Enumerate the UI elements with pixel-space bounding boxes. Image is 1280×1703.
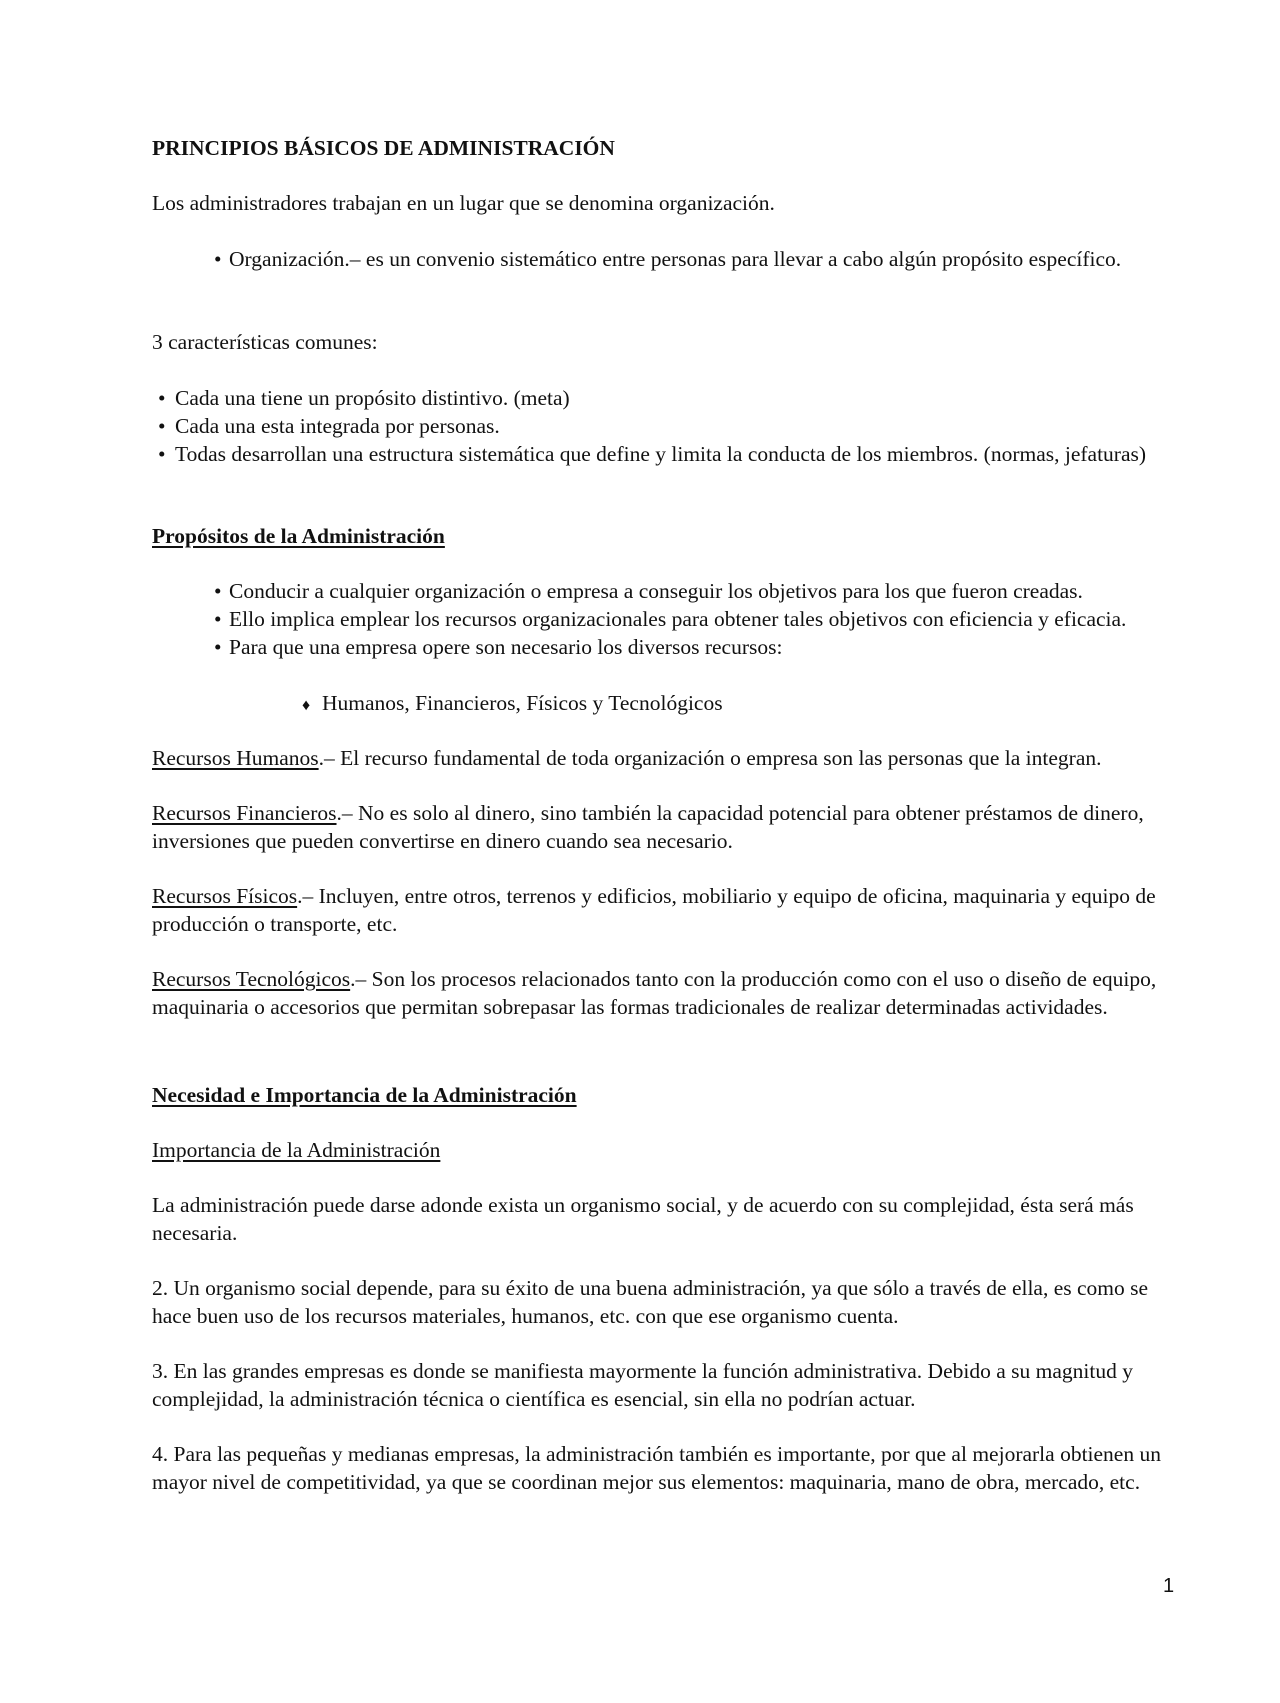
resource-financial bbox=[152, 799, 1192, 855]
list-item: • Para que una empresa opere son necesario los diversos recursos: bbox=[152, 633, 1192, 661]
purposes-heading: Propósitos de la Administración bbox=[152, 524, 445, 548]
list-item: • Todas desarrollan una estructura sistemática que define y limita la conducta de los miembros. (normas, jefaturas) bbox=[152, 440, 1192, 468]
importance-paragraph: 4. Para las pequeñas y medianas empresas, la administración también es importante, por que al mejorarla obtienen un mayor nivel de competitividad, ya que se coordinan mejor sus elementos: maquinaria, mano de obra, mercado, etc. bbox=[152, 1442, 1161, 1494]
resources-subitem bbox=[152, 689, 1280, 720]
resource-description: .– Son los procesos relacionados tanto con la producción como con el uso o diseño de equipo, maquinaria o accesorios que permitan sobrepasar las formas tradicionales de realizar determinadas actividades. bbox=[152, 967, 1157, 1019]
characteristics-heading: 3 características comunes: bbox=[152, 330, 378, 354]
resource-technological bbox=[152, 965, 1192, 1021]
resource-human bbox=[152, 744, 1192, 772]
necessity-heading: Necesidad e Importancia de la Administración bbox=[152, 1083, 577, 1107]
characteristics-list bbox=[152, 384, 1192, 468]
organization-definition-list bbox=[152, 245, 1192, 273]
resource-term: Recursos Humanos bbox=[152, 746, 319, 770]
list-item: • Cada una tiene un propósito distintivo. (meta) bbox=[152, 384, 1192, 412]
organization-definition: • Organización.– es un convenio sistemático entre personas para llevar a cabo algún propósito específico. bbox=[152, 245, 1192, 273]
resources-subitem-text: Humanos, Financieros, Físicos y Tecnológicos bbox=[322, 691, 723, 715]
importance-subheading: Importancia de la Administración bbox=[152, 1138, 441, 1162]
resource-description: .– El recurso fundamental de toda organización o empresa son las personas que la integran. bbox=[318, 746, 1102, 770]
diamond-bullet-icon: ♦ bbox=[302, 697, 311, 714]
list-item: • Ello implica emplear los recursos organizacionales para obtener tales objetivos con eficiencia y eficacia. bbox=[152, 605, 1192, 633]
purposes-list bbox=[152, 577, 1192, 661]
importance-paragraph: 3. En las grandes empresas es donde se manifiesta mayormente la función administrativa. Debido a su magnitud y complejidad, la administración técnica o científica es esencial, sin ella no podrían actuar. bbox=[152, 1359, 1133, 1411]
page-number: 1 bbox=[1163, 1575, 1175, 1597]
document-title: PRINCIPIOS BÁSICOS DE ADMINISTRACIÓN bbox=[152, 136, 615, 160]
importance-paragraph: 2. Un organismo social depende, para su éxito de una buena administración, ya que sólo a través de ella, es como se hace buen uso de los recursos materiales, humanos, etc. con que ese organismo cuenta. bbox=[152, 1276, 1149, 1328]
resource-physical bbox=[152, 882, 1192, 938]
resource-term: Recursos Físicos bbox=[152, 884, 298, 908]
intro-paragraph: Los administradores trabajan en un lugar que se denomina organización. bbox=[152, 191, 775, 215]
importance-paragraph: La administración puede darse adonde exista un organismo social, y de acuerdo con su complejidad, ésta será más necesaria. bbox=[152, 1193, 1134, 1245]
resource-description: .– Incluyen, entre otros, terrenos y edificios, mobiliario y equipo de oficina, maquinaria y equipo de producción o transporte, etc. bbox=[152, 884, 1156, 936]
resource-term: Recursos Tecnológicos bbox=[152, 967, 351, 991]
resource-description: .– No es solo al dinero, sino también la capacidad potencial para obtener préstamos de dinero, inversiones que pueden convertirse en dinero cuando sea necesario. bbox=[152, 801, 1144, 853]
resource-term: Recursos Financieros bbox=[152, 801, 337, 825]
list-item: • Cada una esta integrada por personas. bbox=[152, 412, 1192, 440]
list-item: • Conducir a cualquier organización o empresa a conseguir los objetivos para los que fueron creadas. bbox=[152, 577, 1192, 605]
